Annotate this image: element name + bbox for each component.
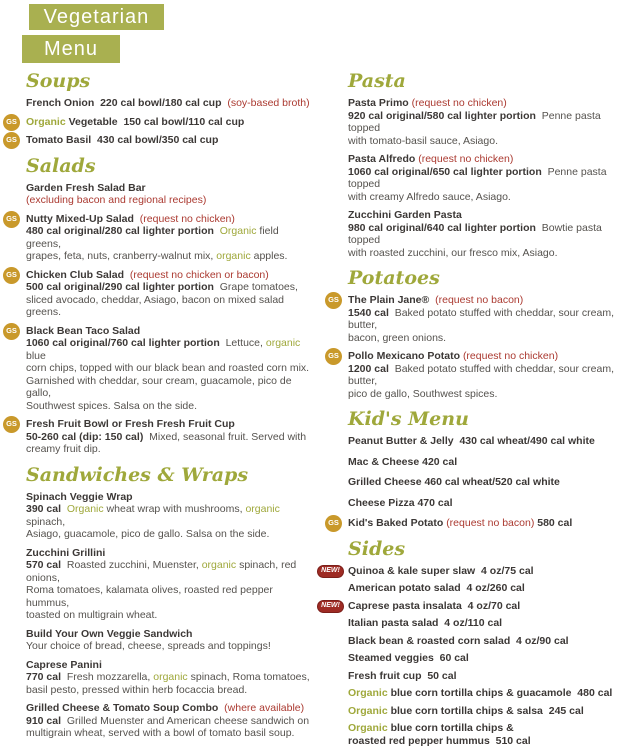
text-span: Mac & Cheese 420 cal bbox=[348, 455, 458, 468]
menu-item bbox=[6, 268, 316, 319]
text-span: (where available) bbox=[224, 702, 305, 714]
menu-line bbox=[26, 294, 316, 319]
menu-section-pasta bbox=[348, 70, 628, 259]
menu-line bbox=[26, 609, 316, 622]
text-span: Bowtie pasta topped bbox=[348, 221, 605, 246]
menu-title-menu bbox=[22, 35, 120, 63]
text-span: organic bbox=[245, 503, 280, 515]
menu-item bbox=[26, 628, 316, 653]
menu-line bbox=[348, 705, 628, 718]
menu-line bbox=[348, 435, 628, 448]
gluten-sensitive-badge: GS bbox=[325, 292, 342, 309]
text-span: (request no chicken) bbox=[139, 212, 235, 225]
text-span: Zucchini Grillini bbox=[26, 546, 106, 559]
menu-line bbox=[26, 671, 316, 684]
text-span: spinach, bbox=[26, 503, 283, 528]
menu-line bbox=[348, 476, 628, 489]
new-item-badge: NEW! bbox=[317, 565, 344, 578]
text-span: spinach, Roma tomatoes, bbox=[187, 671, 310, 683]
text-span: Baked potato stuffed with cheddar, sour cream, butter, bbox=[348, 362, 617, 387]
menu-item bbox=[328, 517, 628, 530]
text-span: 1060 cal original/760 cal lighter portion bbox=[26, 337, 226, 349]
text-span: Garnished with cheddar, sour cream, guacamole, pico de gallo, bbox=[26, 374, 295, 399]
gluten-sensitive-badge: GS bbox=[3, 416, 20, 433]
text-span: corn chips, topped with our black bean and roasted corn mix. bbox=[26, 362, 310, 374]
menu-line bbox=[26, 182, 316, 195]
section-header-sandwiches: Sandwiches & Wraps bbox=[26, 463, 249, 486]
menu-line bbox=[348, 517, 628, 530]
section-header-soups: Soups bbox=[26, 70, 91, 92]
text-span: Asiago, guacamole, pico de gallo. Salsa on the side. bbox=[26, 528, 270, 540]
text-span: with creamy Alfredo sauce, Asiago. bbox=[348, 190, 511, 203]
text-span: organic bbox=[153, 671, 188, 683]
text-span: Caprese Panini bbox=[26, 658, 102, 671]
text-span: apples. bbox=[250, 250, 288, 262]
menu-line bbox=[26, 443, 316, 456]
menu-line bbox=[26, 281, 316, 294]
text-span: French Onion 220 cal bowl/180 cal cup bbox=[26, 97, 228, 109]
section-header-sides: Sides bbox=[348, 537, 406, 560]
menu-line bbox=[26, 250, 316, 263]
menu-line bbox=[26, 503, 316, 528]
menu-line bbox=[26, 213, 316, 226]
menu-line bbox=[348, 687, 628, 700]
menu-line bbox=[348, 735, 628, 748]
menu-item bbox=[26, 702, 316, 740]
text-span: Chicken Club Salad bbox=[26, 268, 130, 281]
text-span: Roma tomatoes, kalamata olives, roasted red pepper hummus, bbox=[26, 584, 276, 609]
text-span: 910 cal bbox=[26, 714, 67, 727]
text-span: Penne pasta topped bbox=[348, 109, 604, 134]
text-span: Peanut Butter & Jelly 430 cal wheat/490 cal white bbox=[348, 435, 595, 447]
menu-item bbox=[26, 182, 316, 207]
text-span: (request no chicken or bacon) bbox=[129, 268, 269, 281]
menu-item bbox=[348, 456, 628, 469]
text-span: wheat wrap with mushrooms, bbox=[103, 503, 246, 515]
text-span: pico de gallo, Southwest spices. bbox=[348, 387, 498, 400]
text-span: Nutty Mixed-Up Salad bbox=[26, 212, 140, 225]
menu-section-sandwiches bbox=[26, 464, 316, 740]
menu-line bbox=[26, 375, 316, 400]
text-span: The Plain Jane® bbox=[348, 294, 436, 306]
text-span: blue corn tortilla chips & guacamole 480 cal bbox=[387, 687, 613, 699]
menu-line bbox=[26, 684, 316, 697]
menu-line bbox=[26, 559, 316, 584]
menu-line bbox=[26, 325, 316, 338]
text-span: organic bbox=[216, 250, 251, 262]
menu-item bbox=[328, 294, 628, 344]
menu-line bbox=[26, 547, 316, 560]
menu-line bbox=[26, 362, 316, 375]
menu-line bbox=[26, 116, 316, 129]
text-span: 1060 cal original/650 cal lighter portion bbox=[348, 165, 548, 178]
text-span: Organic bbox=[66, 503, 104, 515]
menu-line bbox=[348, 600, 628, 613]
text-span: multigrain wheat, served with a bowl of tomato basil soup. bbox=[26, 727, 295, 739]
text-span: (request no bacon) bbox=[435, 294, 524, 306]
text-span: spinach, red onions, bbox=[26, 559, 300, 584]
menu-title-vegetarian bbox=[29, 4, 164, 30]
menu-line bbox=[26, 491, 316, 504]
menu-line bbox=[348, 582, 628, 595]
menu-line bbox=[26, 659, 316, 672]
text-span: Grilled Cheese 460 cal wheat/520 cal white bbox=[348, 476, 560, 488]
menu-item bbox=[348, 476, 628, 489]
text-span: 920 cal original/580 cal lighter portion bbox=[348, 109, 542, 122]
menu-section-soups bbox=[6, 70, 316, 147]
menu-line bbox=[26, 702, 316, 715]
text-span: Organic bbox=[26, 115, 69, 128]
text-span: Pollo Mexicano Potato bbox=[348, 350, 463, 362]
gluten-sensitive-badge: GS bbox=[325, 348, 342, 365]
menu-item bbox=[328, 350, 628, 400]
text-span: 500 cal original/290 cal lighter portion bbox=[26, 281, 220, 293]
menu-line bbox=[348, 332, 628, 345]
menu-line bbox=[26, 584, 316, 609]
menu-line bbox=[26, 628, 316, 641]
menu-line bbox=[348, 388, 628, 401]
menu-title-line1: Vegetarian bbox=[43, 5, 150, 28]
text-span: Fresh fruit cup 50 cal bbox=[348, 669, 457, 682]
text-span: Grilled Muenster and American cheese sandwich on bbox=[66, 714, 310, 727]
text-span: (request no chicken) bbox=[418, 153, 514, 165]
menu-item bbox=[6, 324, 316, 413]
text-span: field greens, bbox=[26, 225, 282, 250]
menu-line bbox=[26, 431, 316, 444]
menu-line bbox=[26, 225, 316, 250]
menu-column-right bbox=[321, 70, 628, 755]
menu-line bbox=[348, 722, 628, 735]
menu-line bbox=[348, 209, 628, 222]
section-header-potatoes: Potatoes bbox=[348, 267, 440, 289]
menu-section-salads bbox=[6, 154, 316, 456]
text-span: basil pesto, pressed within herb focaccia bread. bbox=[26, 683, 248, 696]
text-span: with roasted zucchini, our fresco mix, Asiago. bbox=[348, 246, 558, 259]
menu-item bbox=[26, 491, 316, 541]
menu-line bbox=[26, 337, 316, 362]
menu-line bbox=[26, 727, 316, 740]
menu-line bbox=[26, 194, 316, 207]
text-span: organic bbox=[201, 559, 237, 571]
section-header-pasta: Pasta bbox=[348, 70, 406, 92]
menu-item bbox=[348, 722, 628, 747]
text-span: 580 cal bbox=[534, 517, 573, 529]
menu-line bbox=[348, 307, 628, 332]
menu-item bbox=[26, 659, 316, 697]
gluten-sensitive-badge: GS bbox=[3, 211, 20, 228]
section-header-salads: Salads bbox=[26, 154, 96, 177]
text-span: (request no chicken) bbox=[462, 350, 559, 362]
menu-section-potatoes bbox=[328, 267, 628, 400]
text-span: 50-260 cal (dip: 150 cal) bbox=[26, 430, 150, 443]
gluten-sensitive-badge: GS bbox=[325, 515, 342, 532]
text-span: Caprese pasta insalata 4 oz/70 cal bbox=[348, 599, 521, 612]
text-span: Steamed veggies 60 cal bbox=[348, 652, 469, 664]
text-span: blue corn tortilla chips & salsa 245 cal bbox=[387, 704, 584, 717]
text-span: bacon, green onions. bbox=[348, 331, 447, 344]
menu-item bbox=[6, 418, 316, 456]
menu-item bbox=[348, 670, 628, 683]
menu-section-sides bbox=[321, 537, 628, 748]
text-span: Kid's Baked Potato bbox=[348, 517, 447, 529]
text-span: with tomato-basil sauce, Asiago. bbox=[348, 134, 498, 147]
new-item-badge: NEW! bbox=[317, 600, 344, 613]
menu-item bbox=[348, 209, 628, 259]
text-span: Cheese Pizza 470 cal bbox=[348, 496, 453, 509]
text-span: Black Bean Taco Salad bbox=[26, 324, 141, 337]
text-span: 980 cal original/640 cal lighter portion bbox=[348, 221, 542, 234]
text-span: Pasta Alfredo bbox=[348, 153, 419, 165]
text-span: Grilled Cheese & Tomato Soup Combo bbox=[26, 702, 225, 714]
gluten-sensitive-badge: GS bbox=[3, 114, 20, 131]
text-span: (request no bacon) bbox=[446, 517, 535, 529]
text-span: Quinoa & kale super slaw 4 oz/75 cal bbox=[348, 564, 534, 577]
menu-item bbox=[348, 582, 628, 595]
text-span: organic bbox=[265, 337, 301, 349]
text-span: toasted on multigrain wheat. bbox=[26, 609, 158, 621]
menu-line bbox=[348, 456, 628, 469]
text-span: Baked potato stuffed with cheddar, sour cream, butter, bbox=[348, 306, 617, 331]
menu-item bbox=[321, 564, 628, 578]
menu-item bbox=[6, 212, 316, 263]
menu-item bbox=[348, 497, 628, 510]
text-span: Garden Fresh Salad Bar bbox=[26, 181, 146, 194]
text-span: creamy fruit dip. bbox=[26, 443, 101, 455]
menu-line bbox=[348, 191, 628, 204]
text-span: Tomato Basil 430 cal bowl/350 cal cup bbox=[26, 134, 219, 146]
menu-section-kids bbox=[328, 408, 628, 530]
text-span: Organic bbox=[348, 687, 388, 699]
text-span: 570 cal bbox=[26, 559, 67, 571]
text-span: grapes, feta, nuts, cranberry-walnut mix, bbox=[26, 250, 217, 262]
menu-line bbox=[348, 97, 628, 110]
menu-column-left bbox=[6, 70, 316, 748]
menu-line bbox=[348, 166, 628, 191]
text-span: Lettuce, bbox=[225, 337, 266, 349]
menu-item bbox=[348, 153, 628, 203]
text-span: 390 cal bbox=[26, 503, 67, 515]
menu-line bbox=[348, 565, 628, 578]
menu-line bbox=[348, 617, 628, 630]
menu-line bbox=[26, 400, 316, 413]
menu-line bbox=[348, 635, 628, 648]
menu-item bbox=[6, 134, 316, 147]
text-span: Build Your Own Veggie Sandwich bbox=[26, 627, 193, 640]
menu-line bbox=[348, 110, 628, 135]
menu-item bbox=[26, 97, 316, 110]
text-span: blue corn tortilla chips & bbox=[387, 722, 514, 734]
menu-item bbox=[348, 617, 628, 630]
menu-line bbox=[26, 640, 316, 653]
menu-item bbox=[348, 705, 628, 718]
menu-item bbox=[348, 435, 628, 448]
text-span: Italian pasta salad 4 oz/110 cal bbox=[348, 617, 503, 629]
text-span: Fresh mozzarella, bbox=[66, 671, 154, 683]
menu-item bbox=[26, 547, 316, 622]
text-span: roasted red pepper hummus 510 cal bbox=[348, 734, 531, 747]
menu-title-line2: Menu bbox=[43, 37, 99, 60]
gluten-sensitive-badge: GS bbox=[3, 267, 20, 284]
menu-line bbox=[348, 350, 628, 363]
menu-line bbox=[26, 418, 316, 431]
menu-item bbox=[348, 635, 628, 648]
text-span: Your choice of bread, cheese, spreads and toppings! bbox=[26, 640, 271, 652]
menu-line bbox=[348, 135, 628, 148]
menu-item bbox=[348, 687, 628, 700]
text-span: 1200 cal bbox=[348, 362, 395, 375]
text-span: Pasta Primo bbox=[348, 97, 412, 109]
menu-line bbox=[348, 497, 628, 510]
menu-item bbox=[348, 652, 628, 665]
text-span: Organic bbox=[348, 704, 388, 717]
menu-line bbox=[348, 294, 628, 307]
text-span: Grape tomatoes, bbox=[219, 281, 298, 293]
menu-line bbox=[348, 670, 628, 683]
text-span: (soy-based broth) bbox=[227, 97, 310, 109]
menu-line bbox=[348, 222, 628, 247]
gluten-sensitive-badge: GS bbox=[3, 323, 20, 340]
text-span: 1540 cal bbox=[348, 306, 395, 319]
text-span: 770 cal bbox=[26, 671, 67, 683]
text-span: sliced avocado, cheddar, Asiago, bacon on mixed salad greens. bbox=[26, 293, 287, 318]
menu-line bbox=[26, 134, 316, 147]
text-span: Southwest spices. Salsa on the side. bbox=[26, 399, 198, 412]
text-span: Vegetable 150 cal bowl/110 cal cup bbox=[68, 115, 245, 128]
text-span: (request no chicken) bbox=[411, 97, 507, 109]
gluten-sensitive-badge: GS bbox=[3, 132, 20, 149]
text-span: Penne pasta topped bbox=[348, 165, 610, 190]
menu-line bbox=[348, 153, 628, 166]
menu-line bbox=[26, 97, 316, 110]
text-span: Organic bbox=[348, 722, 388, 734]
text-span: Spinach Veggie Wrap bbox=[26, 490, 133, 503]
menu-line bbox=[348, 247, 628, 260]
menu-item bbox=[321, 599, 628, 613]
text-span: Fresh Fruit Bowl or Fresh Fresh Fruit Cup bbox=[26, 418, 235, 430]
text-span: Mixed, seasonal fruit. Served with bbox=[149, 430, 307, 443]
menu-line bbox=[348, 652, 628, 665]
text-span: 480 cal original/280 cal lighter portion bbox=[26, 225, 220, 237]
section-header-kids: Kid's Menu bbox=[348, 408, 469, 430]
text-span: (excluding bacon and regional recipes) bbox=[26, 194, 207, 206]
menu-line bbox=[348, 363, 628, 388]
text-span: American potato salad 4 oz/260 cal bbox=[348, 582, 525, 594]
menu-item bbox=[6, 115, 316, 129]
text-span: Black bean & roasted corn salad 4 oz/90 cal bbox=[348, 634, 569, 647]
menu-line bbox=[26, 269, 316, 282]
text-span: Zucchini Garden Pasta bbox=[348, 209, 462, 221]
text-span: blue bbox=[26, 337, 304, 362]
menu-item bbox=[348, 97, 628, 147]
text-span: Organic bbox=[219, 225, 257, 237]
text-span: Roasted zucchini, Muenster, bbox=[66, 559, 202, 571]
menu-line bbox=[26, 528, 316, 541]
menu-line bbox=[26, 715, 316, 728]
